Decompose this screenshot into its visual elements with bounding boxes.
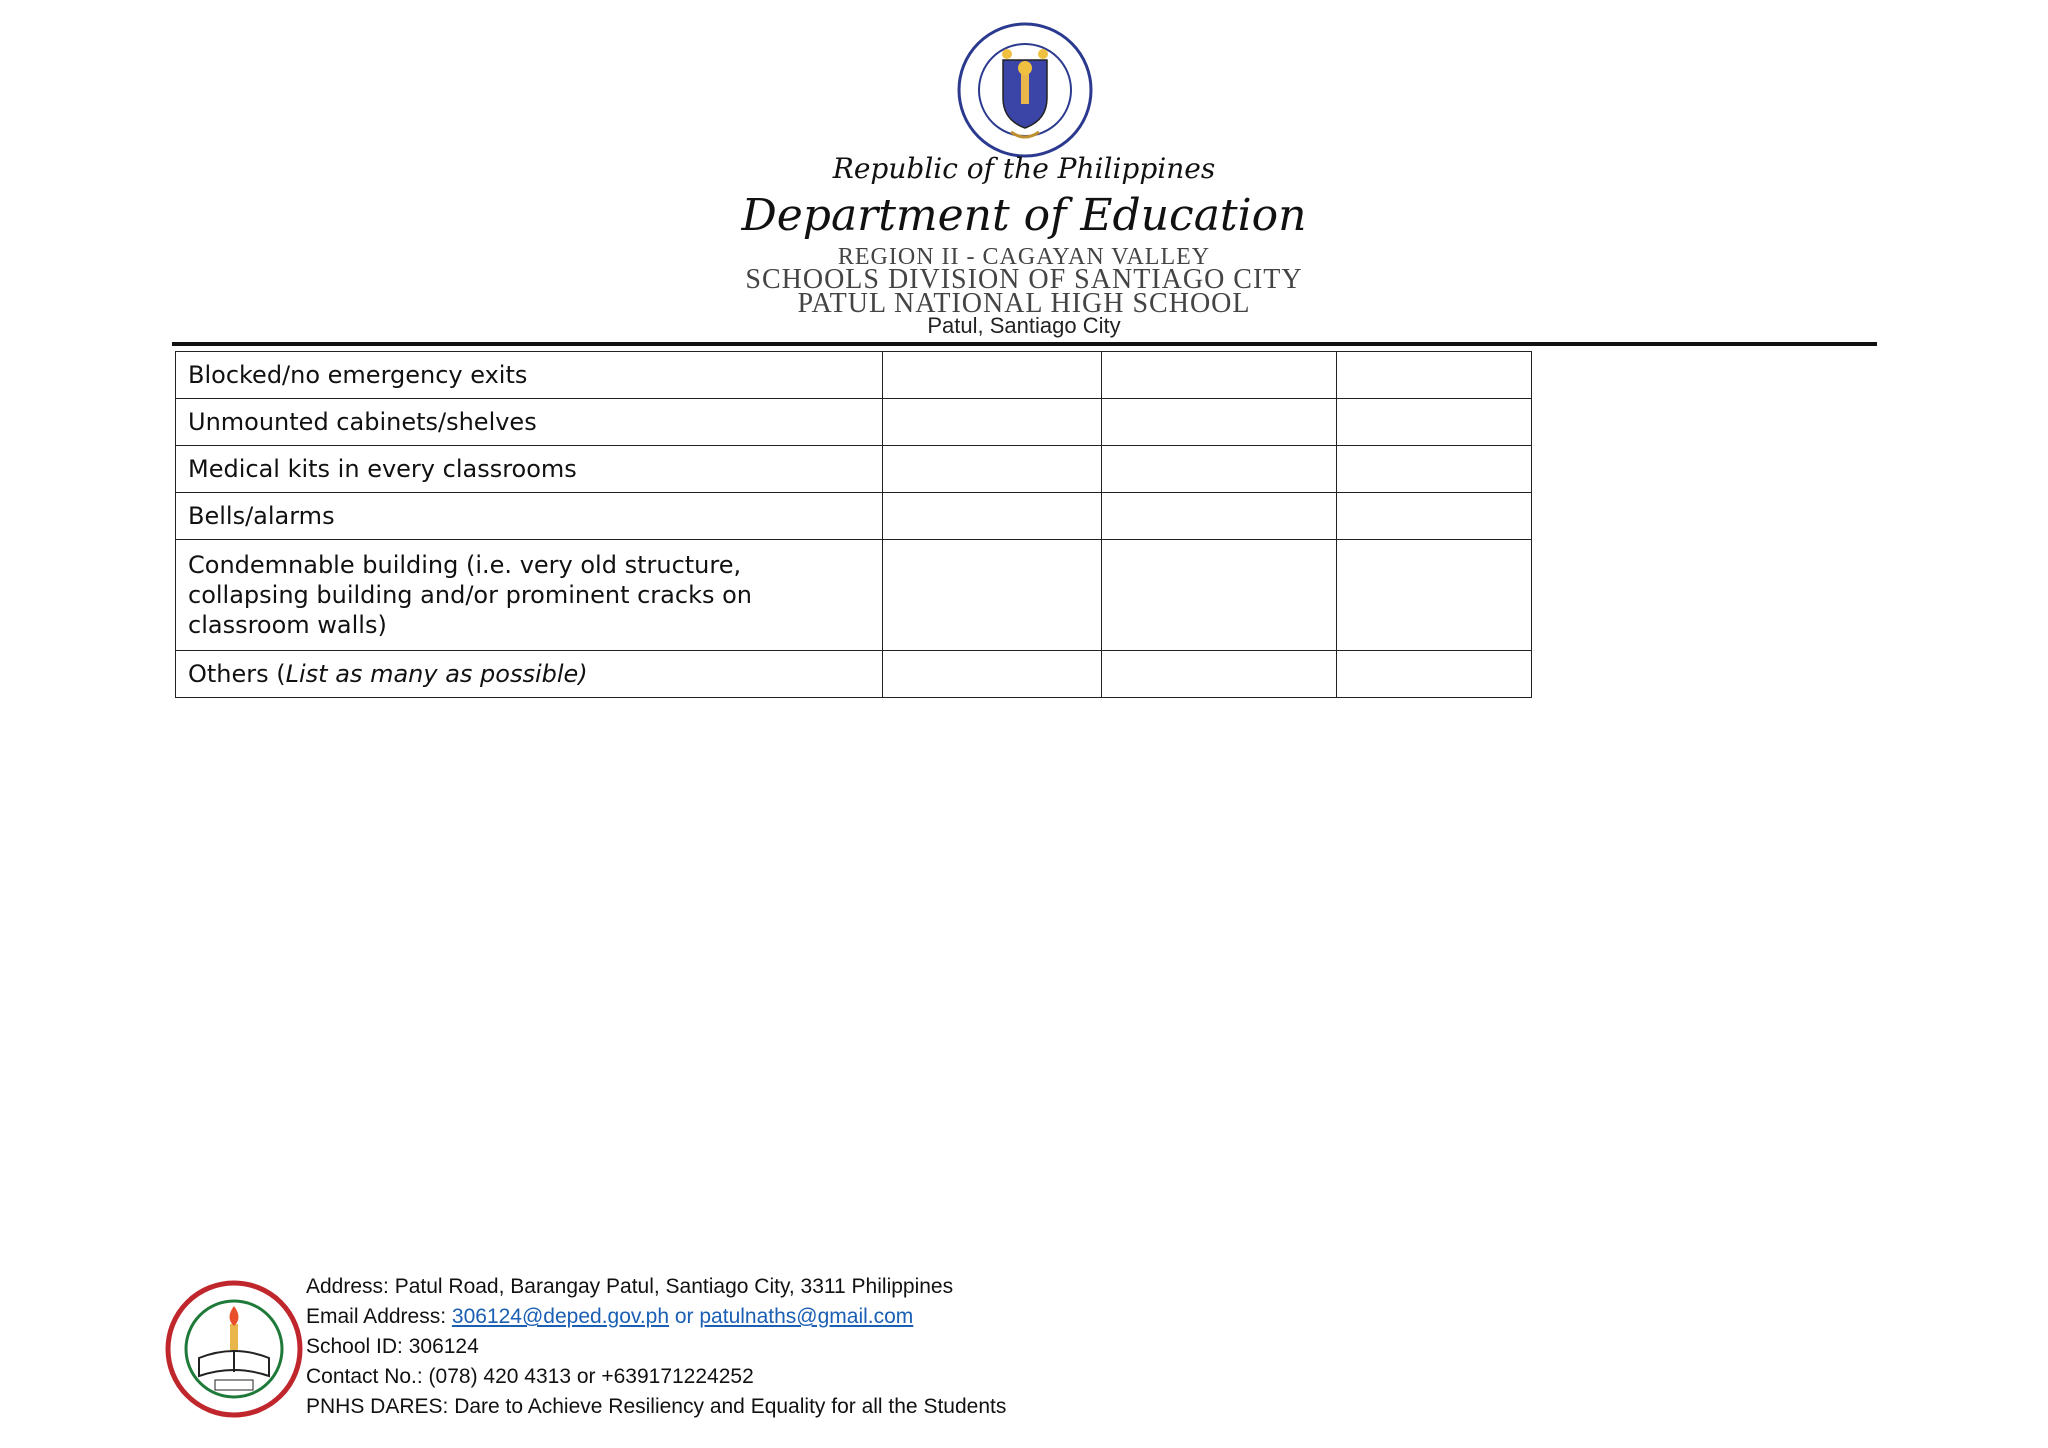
blank-cell xyxy=(1337,493,1532,540)
department-heading: Department of Education xyxy=(741,190,1307,241)
blank-cell xyxy=(1337,399,1532,446)
division-heading: SCHOOLS DIVISION OF SANTIAGO CITY xyxy=(745,264,1303,295)
blank-cell xyxy=(1102,446,1337,493)
row-item-label: Bells/alarms xyxy=(176,493,883,540)
email-or: or xyxy=(669,1305,700,1328)
blank-cell xyxy=(1102,399,1337,446)
blank-cell xyxy=(1102,651,1337,698)
others-instruction: List as many as possible) xyxy=(285,660,588,688)
blank-cell xyxy=(1337,352,1532,399)
blank-cell xyxy=(883,352,1102,399)
town-heading: Patul, Santiago City xyxy=(927,313,1121,338)
blank-cell xyxy=(883,540,1102,651)
header-divider xyxy=(172,342,1877,346)
republic-heading: Republic of the Philippines xyxy=(832,152,1216,185)
blank-cell xyxy=(1102,352,1337,399)
table-row xyxy=(176,540,1532,651)
hazard-checklist-table xyxy=(175,351,1532,698)
blank-cell xyxy=(883,399,1102,446)
footer-motto: PNHS DARES: Dare to Achieve Resiliency and Equality for all the Students xyxy=(306,1395,1007,1418)
email-link-gmail[interactable]: patulnaths@gmail.com xyxy=(699,1305,914,1328)
row-item-label: Blocked/no emergency exits xyxy=(176,352,883,399)
row-item-line: Condemnable building (i.e. very old structure, xyxy=(188,551,742,579)
region-heading: REGION II - CAGAYAN VALLEY xyxy=(837,244,1211,270)
blank-cell xyxy=(1337,540,1532,651)
deped-seal-logo xyxy=(955,20,1095,160)
table-row xyxy=(176,352,1532,399)
blank-cell xyxy=(1102,493,1337,540)
blank-cell xyxy=(883,651,1102,698)
row-item-label xyxy=(176,651,883,698)
row-item-line: collapsing building and/or prominent cracks on xyxy=(188,581,752,609)
table-row xyxy=(176,493,1532,540)
footer-address: Address: Patul Road, Barangay Patul, Santiago City, 3311 Philippines xyxy=(306,1275,954,1298)
school-heading: PATUL NATIONAL HIGH SCHOOL xyxy=(797,288,1251,319)
table-row xyxy=(176,399,1532,446)
footer-contact-block xyxy=(306,1272,1006,1422)
blank-cell xyxy=(883,493,1102,540)
row-item-label xyxy=(176,540,883,651)
table-row xyxy=(176,651,1532,698)
email-link-deped[interactable]: 306124@deped.gov.ph xyxy=(451,1305,670,1328)
blank-cell xyxy=(1102,540,1337,651)
blank-cell xyxy=(883,446,1102,493)
school-logo xyxy=(165,1280,303,1418)
email-label: Email Address: xyxy=(306,1305,452,1328)
footer-school-id: School ID: 306124 xyxy=(306,1335,479,1358)
blank-cell xyxy=(1337,651,1532,698)
footer-contact: Contact No.: (078) 420 4313 or +639171224252 xyxy=(306,1365,754,1388)
table-row xyxy=(176,446,1532,493)
row-item-label: Medical kits in every classrooms xyxy=(176,446,883,493)
row-item-line: classroom walls) xyxy=(188,611,387,639)
footer-email-line xyxy=(306,1302,1006,1332)
blank-cell xyxy=(1337,446,1532,493)
others-prefix: Others ( xyxy=(188,660,286,688)
row-item-label: Unmounted cabinets/shelves xyxy=(176,399,883,446)
